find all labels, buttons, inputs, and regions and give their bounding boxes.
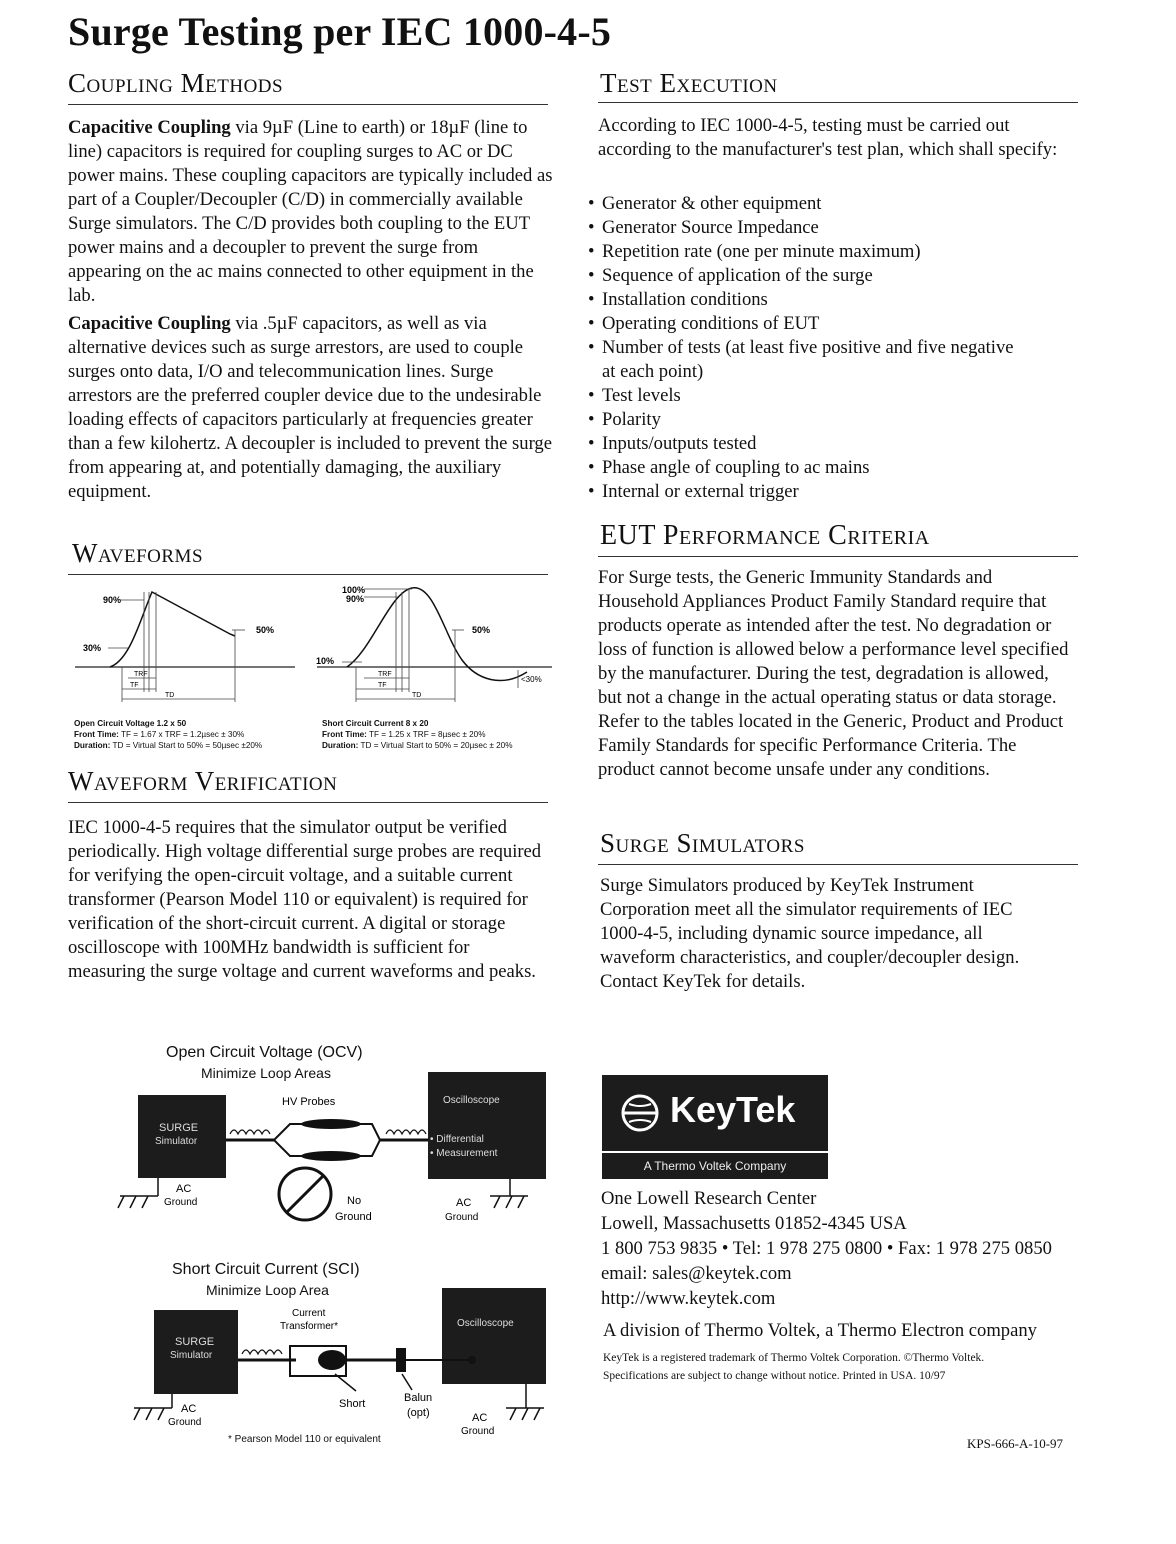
test-execution-heading: Test Execution — [600, 68, 778, 98]
address-line-2: Lowell, Massachusetts 01852-4345 USA — [601, 1213, 907, 1234]
eut-heading: EUT Performance Criteria — [600, 520, 930, 551]
waveforms-heading: Waveforms — [72, 538, 204, 568]
coupling-p2-bold: Capacitive Coupling — [68, 313, 231, 334]
scc-100-label: 100% — [342, 585, 366, 595]
test-item: • Generator Source Impedance — [588, 216, 1018, 240]
ocv-scope-box — [428, 1072, 546, 1179]
ocv-meas-label: • Measurement — [430, 1148, 498, 1159]
coupling-p1-bold: Capacitive Coupling — [68, 117, 231, 138]
verification-body: IEC 1000-4-5 requires that the simulator output be verified periodically. High voltage differential surge probes are required for verifying the open-circuit voltage, and a suitable current transformer (Pearson Model 110 or equivalent) is required for verification of the short-circuit current. A digital or storage oscilloscope with 100MHz bandwidth is sufficient for measuring the surge voltage and current waveforms and peaks. — [68, 817, 542, 982]
keytek-globe-icon — [620, 1093, 660, 1133]
coupling-para-2 — [68, 312, 554, 504]
test-item: • Repetition rate (one per minute maximum) — [588, 240, 1018, 264]
coupling-p1-text: via 9µF (Line to earth) or 18µF (line to line) capacitors is required for coupling surges to AC or DC power mains. These coupling capacitors are typically included as part of a Coupler/Decoupler (C/D) in commercially available Surge simulators. The C/D provides both coupling to the EUT power mains and a decoupler to prevent the surge from appearing on the ac mains connected to other equipment in the lab. — [68, 117, 553, 306]
sci-setup-diagram — [120, 1286, 560, 1446]
test-item: • Number of tests (at least five positive and five negative at each point) — [588, 336, 1018, 384]
test-item: • Sequence of application of the surge — [588, 264, 1018, 288]
test-item: • Internal or external trigger — [588, 480, 1018, 504]
test-execution-list — [588, 192, 1018, 504]
scc-10-label: 10% — [316, 656, 335, 666]
website-line: http://www.keytek.com — [601, 1288, 776, 1309]
email-line: email: sales@keytek.com — [601, 1263, 792, 1284]
ocv-caption-front: TF = 1.67 x TRF = 1.2µsec ± 30% — [118, 730, 245, 739]
eut-body: For Surge tests, the Generic Immunity Standards and Household Appliances Product Family Standard require that products operate as intended after the test. No degradation or loss of function is allowed below a performance level specified by the manufacturer. During the test, degradation is allowed, but not a change in the actual operating status or data storage. Refer to the tables located in the Generic, Product and Product Family Standards for specific Performance Criteria. The product cannot become unsafe under any conditions. — [598, 567, 1069, 780]
ocv-scope-label: Oscilloscope — [443, 1095, 500, 1106]
ct-transformer-label: Transformer* — [280, 1321, 338, 1332]
test-item: • Polarity — [588, 408, 1018, 432]
scc-tf-label: TF — [378, 682, 387, 689]
scc-90-label: 90% — [346, 594, 365, 604]
balun-opt-label: (opt) — [407, 1407, 430, 1419]
ocv-caption-front-label: Front Time: — [74, 730, 119, 739]
ocv-caption-duration: TD = Virtual Start to 50% = 50µsec ±20% — [110, 741, 263, 750]
no-ground-no: No — [347, 1195, 362, 1207]
sci-ac-left: AC — [181, 1403, 197, 1415]
verification-rule — [68, 802, 548, 803]
ocv-90-label: 90% — [103, 595, 122, 605]
eut-rule — [598, 556, 1078, 557]
ocv-simulator-label: Simulator — [155, 1136, 198, 1147]
legal-line-2: Specifications are subject to change without notice. Printed in USA. 10/97 — [603, 1370, 946, 1382]
test-item: • Test levels — [588, 384, 1018, 408]
coupling-heading: Coupling Methods — [68, 68, 284, 98]
test-execution-intro: According to IEC 1000-4-5, testing must be carried out according to the manufacturer's test plan, which shall specify: — [598, 115, 1058, 160]
scc-caption — [322, 718, 512, 751]
scc-caption-duration: TD = Virtual Start to 50% = 20µsec ± 20% — [358, 741, 513, 750]
phone-line: 1 800 753 9835 • Tel: 1 978 275 0800 • Fax: 1 978 275 0850 — [601, 1238, 1052, 1259]
scc-caption-duration-label: Duration: — [322, 741, 359, 750]
scc-50-label: 50% — [472, 625, 491, 635]
coupling-p2-text: via .5µF capacitors, as well as via alternative devices such as surge arrestors, are used to couple surges onto data, I/O and telecommunication lines. Surge arrestors are the preferred coupler device due to the undesirable loading effects of capacitors particularly at frequencies greater than a few kilohertz. A decoupler is included to prevent the surge from appearing at, and potentially damaging, the auxiliary equipment. — [68, 313, 552, 502]
simulators-body: Surge Simulators produced by KeyTek Instrument Corporation meet all the simulator requirements of IEC 1000-4-5, including dynamic source impedance, all waveform characteristics, and coupler/decoupler design. Contact KeyTek for details. — [600, 875, 1020, 992]
ocv-setup-diagram — [110, 1068, 555, 1228]
hv-probes-label: HV Probes — [282, 1096, 336, 1108]
scc-caption-front-label: Front Time: — [322, 730, 367, 739]
keytek-wordmark: KeyTek — [670, 1089, 796, 1130]
coupling-para-1 — [68, 116, 554, 308]
sci-diagram-title: Short Circuit Current (SCI) — [172, 1261, 360, 1278]
scc-caption-title: Short Circuit Current 8 x 20 — [322, 719, 429, 728]
ct-current-label: Current — [292, 1308, 326, 1319]
simulators-heading: Surge Simulators — [600, 828, 805, 858]
no-ground-ground: Ground — [335, 1211, 372, 1223]
ocv-diff-label: • Differential — [430, 1134, 484, 1145]
ocv-waveform-diagram — [70, 580, 310, 715]
coupling-body — [68, 116, 554, 508]
address-line-1: One Lowell Research Center — [601, 1188, 817, 1209]
test-execution-rule — [598, 102, 1078, 103]
keytek-logo — [602, 1075, 828, 1151]
scc-30-label: <30% — [521, 675, 542, 684]
ocv-ground-right: Ground — [445, 1212, 479, 1223]
ocv-ac-left: AC — [176, 1183, 192, 1195]
sci-ac-right: AC — [472, 1412, 488, 1424]
sci-scope-box — [442, 1288, 546, 1384]
verification-heading: Waveform Verification — [68, 766, 338, 796]
ocv-trf-label: TRF — [134, 671, 148, 678]
sci-diagram-subtitle: Minimize Loop Area — [206, 1282, 329, 1298]
sci-scope-label: Oscilloscope — [457, 1318, 514, 1329]
ocv-caption-title: Open Circuit Voltage 1.2 x 50 — [74, 719, 187, 728]
ocv-diagram-title: Open Circuit Voltage (OCV) — [166, 1044, 363, 1061]
division-line: A division of Thermo Voltek, a Thermo Electron company — [603, 1320, 1037, 1341]
test-item: • Phase angle of coupling to ac mains — [588, 456, 1018, 480]
sci-surge-label: SURGE — [175, 1336, 215, 1348]
coupling-rule — [68, 104, 548, 105]
ocv-50-label: 50% — [256, 625, 275, 635]
simulators-rule — [598, 864, 1078, 865]
test-item: • Generator & other equipment — [588, 192, 1018, 216]
test-item: • Installation conditions — [588, 288, 1018, 312]
scc-caption-front: TF = 1.25 x TRF = 8µsec ± 20% — [366, 730, 486, 739]
ocv-ac-right: AC — [456, 1197, 472, 1209]
short-label: Short — [339, 1398, 366, 1410]
page-title: Surge Testing per IEC 1000-4-5 — [68, 9, 612, 54]
ocv-diagram-subtitle: Minimize Loop Areas — [201, 1065, 331, 1081]
scc-trf-label: TRF — [378, 671, 392, 678]
ocv-surge-label: SURGE — [159, 1122, 199, 1134]
keytek-tagline: A Thermo Voltek Company — [602, 1153, 828, 1179]
ocv-caption — [74, 718, 262, 751]
balun-label: Balun — [404, 1392, 433, 1404]
sci-ground-right: Ground — [461, 1426, 495, 1437]
scc-td-label: TD — [412, 692, 422, 699]
ocv-ground-left: Ground — [164, 1197, 198, 1208]
waveforms-rule — [68, 574, 548, 575]
ocv-tf-label: TF — [130, 682, 139, 689]
pearson-footnote: * Pearson Model 110 or equivalent — [228, 1434, 381, 1445]
scc-waveform-diagram — [312, 580, 557, 715]
ocv-30-label: 30% — [83, 643, 102, 653]
sci-simulator-label: Simulator — [170, 1350, 213, 1361]
legal-line-1: KeyTek is a registered trademark of Thermo Voltek Corporation. ©Thermo Voltek. — [603, 1352, 985, 1364]
ocv-caption-duration-label: Duration: — [74, 741, 111, 750]
ocv-td-label: TD — [165, 692, 175, 699]
sci-ground-left: Ground — [168, 1417, 202, 1428]
test-item: • Inputs/outputs tested — [588, 432, 1018, 456]
test-item: • Operating conditions of EUT — [588, 312, 1018, 336]
document-code: KPS-666-A-10-97 — [967, 1436, 1064, 1451]
